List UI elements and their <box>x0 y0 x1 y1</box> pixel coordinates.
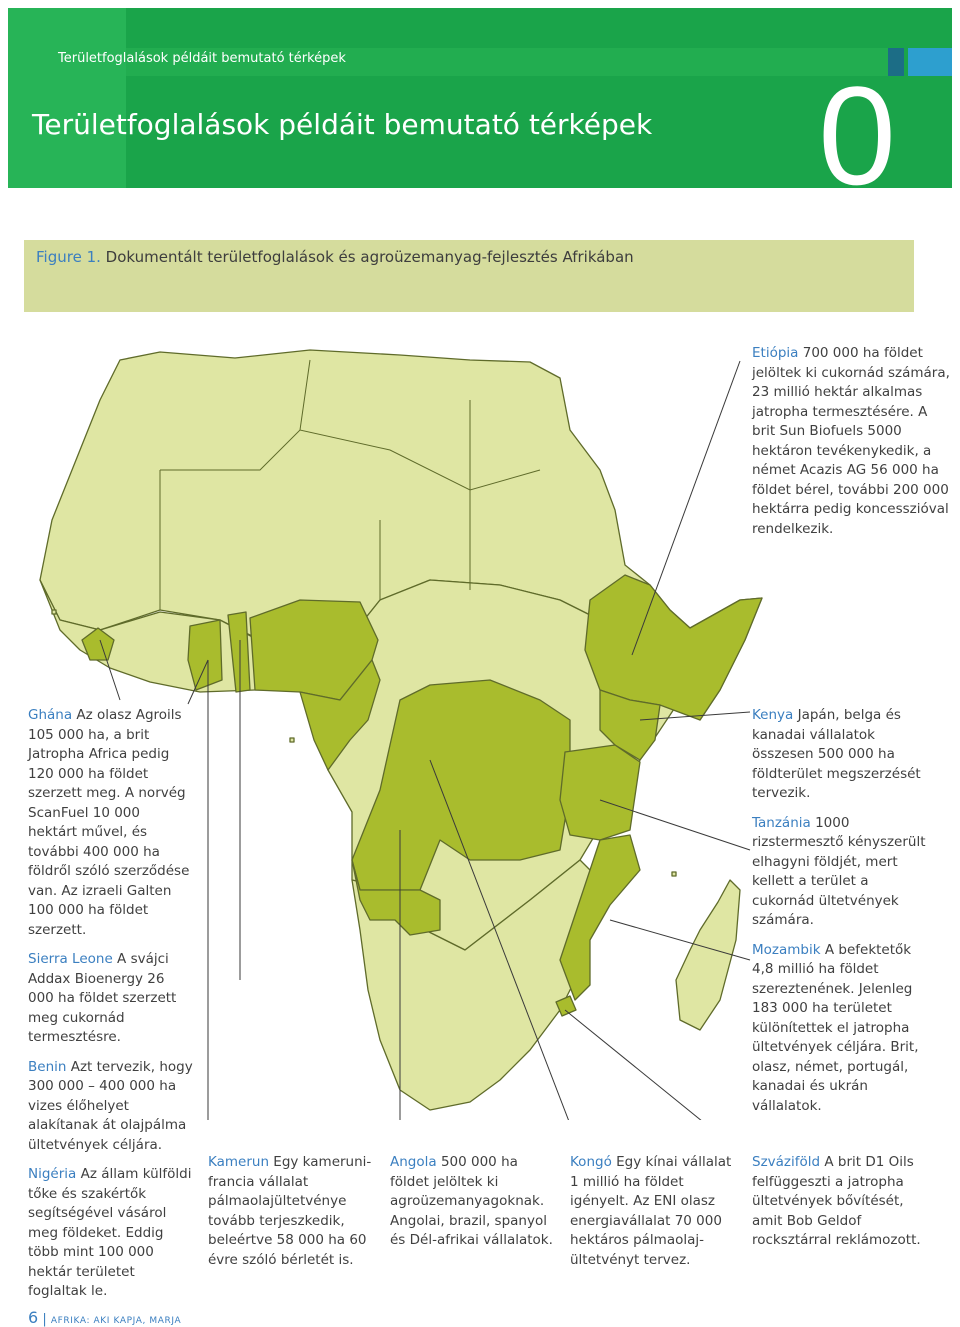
chapter-number: 0 <box>818 57 896 214</box>
footer-publication-title: AFRIKA: AKI KAPJA, MARJA <box>50 1316 182 1326</box>
annotation-column-east <box>752 706 927 1126</box>
country-name-sierra-leone: Sierra Leone <box>28 951 113 967</box>
annotation-text-mozambik: A befektetők 4,8 millió ha földet szereztenének. Jelenleg 183 000 ha területet különítettek el jatropha ültetvények céljára. Brit, olasz, német, portugál, kanadai és ukrán vállalatok. <box>752 941 919 1114</box>
annotation-nigeria <box>28 1165 193 1302</box>
annotation-text-benin: Azt tervezik, hogy 300 000 – 400 000 ha vizes élőhelyet alakítanak át olajpálma ültetvények céljára. <box>28 1058 193 1153</box>
annotation-kenya <box>752 706 927 804</box>
annotation-etiopia <box>752 344 952 539</box>
annotation-text-etiopia: 700 000 ha földet jelöltek ki cukornád számára, 23 millió hektár alkalmas jatropha termesztésére. A brit Sun Biofuels 5000 hektáron tevékenykedik, a német Acazis AG 56 000 ha földet bérel, további 200 000 hektárra pedig koncesszióval rendelkezik. <box>752 345 950 537</box>
annotation-kongo <box>570 1153 740 1270</box>
country-name-nigeria: Nigéria <box>28 1166 77 1182</box>
annotation-tanzania <box>752 814 927 931</box>
annotation-text-kenya: Japán, belga és kanadai vállalatok összesen 500 000 ha földterület megszerzését tervezik. <box>752 707 921 801</box>
annotation-kamerun <box>208 1153 373 1270</box>
country-name-szvazifold: Szváziföld <box>752 1154 821 1170</box>
annotation-text-ghana: Az olasz Agroils 105 000 ha, a brit Jatropha Africa pedig 120 000 ha földet szerzett meg. A norvég ScanFuel 10 000 hektárt művel, és további 400 000 ha földről szóló szerződése van. Az izraeli Galten 100 000 ha földet szerzett. <box>28 707 190 938</box>
annotation-text-sierra-leone: A svájci Addax Bioenergy 26 000 ha földet szerzett meg cukornád termesztésre. <box>28 951 177 1045</box>
footer-separator: | <box>42 1312 47 1327</box>
country-name-benin: Benin <box>28 1058 67 1075</box>
annotation-text-tanzania: 1000 rizstermesztő kényszerült elhagyni földjét, mert kellett a terület a cukornád ültetvények számára. <box>752 814 926 928</box>
country-name-ghana: Ghána <box>28 707 73 723</box>
country-name-angola: Angola <box>390 1154 437 1170</box>
country-name-mozambik: Mozambik <box>752 941 821 958</box>
annotation-angola <box>390 1153 560 1251</box>
country-name-tanzania: Tanzánia <box>752 814 811 831</box>
annotation-text-kamerun: Egy kameruni-francia vállalat pálmaolajültetvénye tovább terjeszkedik, beleértve 58 000 ha 60 évre szóló bérletét is. <box>208 1154 372 1268</box>
page-title: Területfoglalások példáit bemutató térképek <box>32 108 653 141</box>
figure-caption <box>36 248 634 266</box>
country-ghana <box>188 620 222 690</box>
figure-caption-box <box>24 240 914 312</box>
annotation-ghana <box>28 706 193 940</box>
annotation-text-nigeria: Az állam külföldi tőke és szakértők segítségével vásárol meg földeket. Eddig több mint 100 000 hektár területet foglaltak le. <box>28 1166 192 1299</box>
page-header <box>8 8 952 214</box>
annotation-mozambik <box>752 941 927 1117</box>
running-title: Területfoglalások példáit bemutató térképek <box>58 51 346 66</box>
country-name-etiopia: Etiópia <box>752 345 799 361</box>
island-sao-tome <box>290 738 294 742</box>
madagascar <box>676 880 740 1030</box>
header-block-blue <box>908 48 952 76</box>
annotation-text-angola: 500 000 ha földet jelöltek ki agroüzemanyagoknak. Angolai, brazil, spanyol és Dél-afrikai vállalatok. <box>390 1154 553 1248</box>
annotation-benin <box>28 1058 193 1156</box>
island-cape-verde <box>52 610 56 614</box>
annotation-szvazifold <box>752 1153 927 1251</box>
page-footer <box>28 1308 181 1327</box>
annotation-column-west <box>28 706 193 1312</box>
annotation-sierra-leone <box>28 950 193 1048</box>
country-name-kamerun: Kamerun <box>208 1154 270 1170</box>
page-number: 6 <box>28 1308 39 1327</box>
figure-caption-text: Dokumentált területfoglalások és agroüzemanyag-fejlesztés Afrikában <box>100 248 634 266</box>
country-name-kenya: Kenya <box>752 707 794 723</box>
country-tanzania <box>560 745 640 840</box>
figure-label: Figure 1. <box>36 248 101 266</box>
island-comoros <box>672 872 676 876</box>
annotation-text-kongo: Egy kínai vállalat 1 millió ha földet igényelt. Az ENI olasz energiavállalat 70 000 hektáros pálmaolaj-ültetvényt tervez. <box>570 1154 732 1268</box>
annotation-text-szvazifold: A brit D1 Oils felfüggeszti a jatropha ültetvények bővítését, amit Bob Geldof rocksztárral reklámozott. <box>752 1154 921 1248</box>
header-stripe-left <box>8 8 126 188</box>
country-name-kongo: Kongó <box>570 1154 612 1170</box>
